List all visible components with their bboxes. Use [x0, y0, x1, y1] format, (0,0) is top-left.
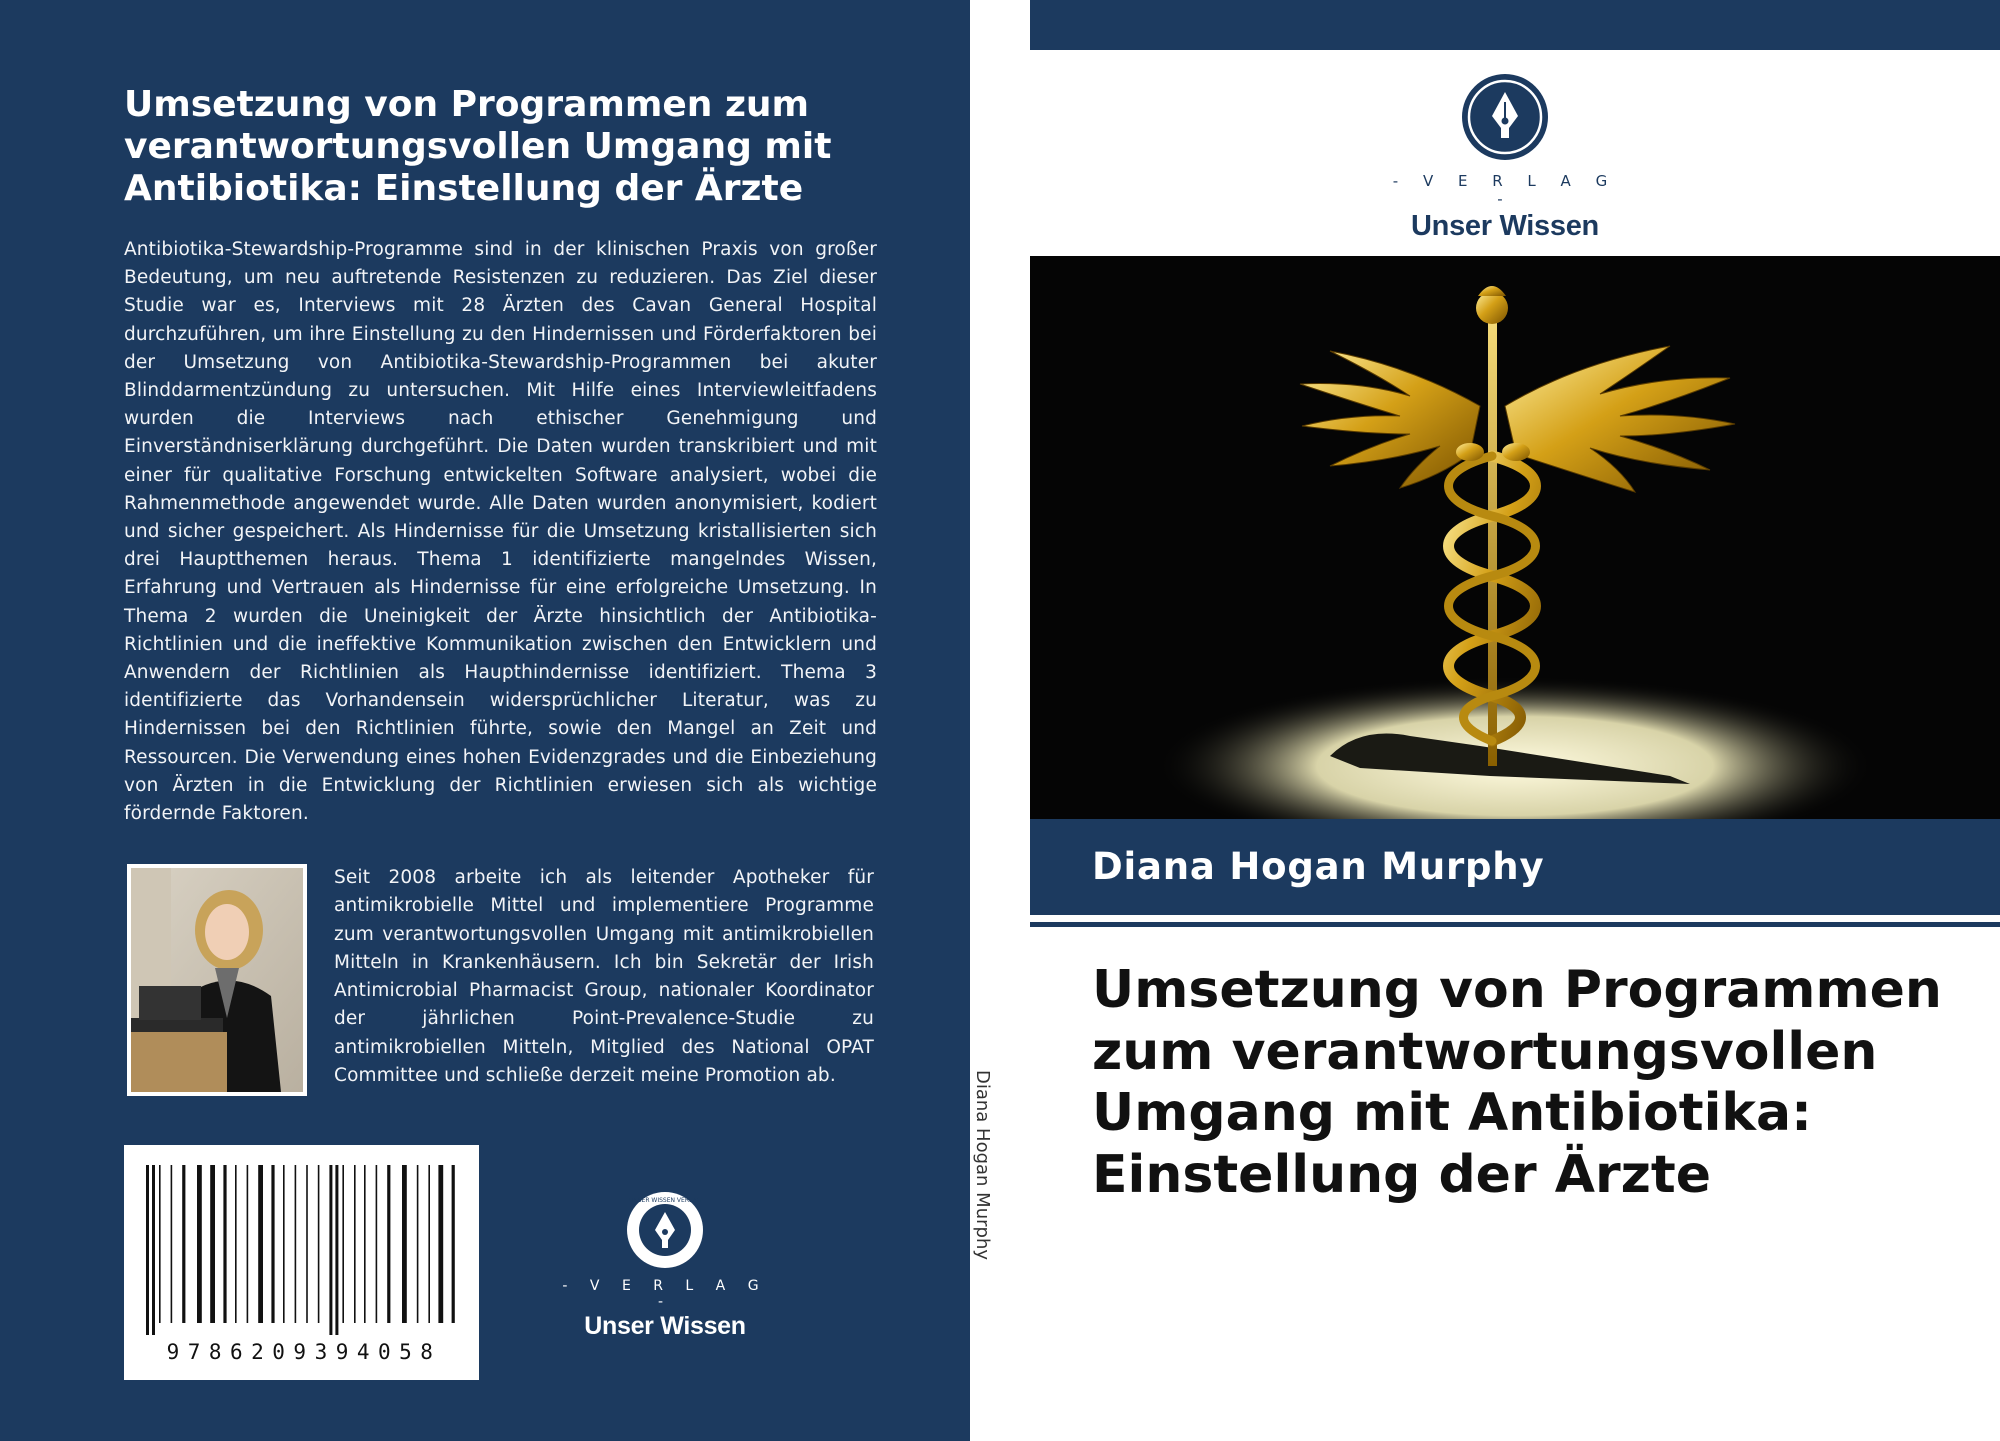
barcode-bar — [235, 1165, 237, 1323]
barcode-bar — [452, 1165, 455, 1323]
barcode-bar — [182, 1165, 185, 1323]
barcode-number: 9786209394058 — [166, 1340, 442, 1364]
isbn-barcode — [124, 1145, 479, 1380]
front-brand-name: Unser Wissen — [1411, 210, 1599, 242]
spine-author: Diana Hogan Murphy — [972, 1070, 993, 1261]
author-divider — [1030, 922, 2000, 927]
seal-text: UNSER WISSEN VERLAG — [628, 1197, 702, 1204]
barcode-bar — [210, 1165, 215, 1323]
barcode-bar — [258, 1165, 263, 1323]
back-cover-blurb: Antibiotika-Stewardship-Programme sind in der klinischen Praxis von großer Bedeutung, um neu auftretende Resistenzen zu reduzieren. Das Ziel dieser Studie war es, Interviews mit 28 Ärzten des Cavan General Hospital durchzuführen, um ihre Einstellung zu den Hindernissen und Förderfaktoren bei der Umsetzung von Antibiotika-Stewardship-Programmen bei akuter Blinddarmentzündung zu untersuchen. Mit Hilfe eines Interviewleitfadens wurden die Interviews nach ethischer Genehmigung und Einverständniserklärung durchgeführt. Die Daten wurden transkribiert und mit einer für qualitative Forschung entwickelten Software analysiert, wobei die Rahmenmethode angewendet wurde. Alle Daten wurden anonymisiert, kodiert und sicher gespeichert. Als Hindernisse für die Umsetzung kristallisierten sich drei Hauptthemen heraus. Thema 1 identifizierte mangelndes Wissen, Erfahrung und Vertrauen als Hindernisse für eine erfolgreiche Umsetzung. In Thema 2 wurden die Uneinigkeit der Ärzte hinsichtlich der Antibiotika-Richtlinien und die ineffektive Kommunikation zwischen den Entwicklern und Anwendern der Richtlinien als Haupthindernisse identifiziert. Thema 3 identifizierte das Vorhandensein widersprüchlicher Literatur, was zu Hindernissen bei den Richtlinien führte, sowie den Mangel an Zeit und Ressourcen. Die Verwendung eines hohen Evidenzgrades und die Einbeziehung von Ärzten in die Entwicklung der Richtlinien erwiesen sich als wichtige fördernde Faktoren. — [124, 239, 877, 825]
barcode-bar — [376, 1165, 378, 1323]
front-publisher-logo — [1380, 72, 1630, 243]
barcode-bar — [354, 1165, 356, 1323]
back-cover-title: Umsetzung von Programmen zum verantwortungsvollen Umgang mit Antibiotika: Einstellung der Ärzte — [124, 84, 832, 209]
barcode-bar — [146, 1165, 149, 1335]
publisher-pen-icon — [1460, 72, 1550, 162]
barcode-bar — [387, 1165, 390, 1323]
barcode-bar — [159, 1165, 161, 1323]
author-band — [1030, 819, 2000, 915]
author-photo — [127, 864, 307, 1096]
barcode-bar — [152, 1165, 155, 1335]
barcode-bar — [283, 1165, 285, 1323]
front-cover-title: Umsetzung von Programmen zum verantwortungsvollen Umgang mit Antibiotika: Einstellung der Ärzte — [1092, 960, 1942, 1205]
author-bio: Seit 2008 arbeite ich als leitender Apotheker für antimikrobielle Mittel und implementiere Programme zum verantwortungsvollen Umgang mit antimikrobiellen Mitteln in Krankenhäusern. Ich bin Sekretär der Irish Antimicrobial Pharmacist Group, nationaler Koordinator der jährlichen Point-Prevalence-Studie zu antimikrobiellen Mitteln, Mitglied des National OPAT Committee und schließe derzeit meine Promotion ab. — [334, 867, 874, 1087]
barcode-bar — [306, 1165, 308, 1323]
front-verlag-label: - V E R L A G - — [1392, 172, 1618, 208]
caduceus-image — [1030, 256, 2000, 819]
barcode-bar — [295, 1165, 297, 1323]
barcode-bar — [402, 1165, 407, 1323]
barcode-bar — [364, 1165, 366, 1323]
publisher-seal-icon — [625, 1190, 705, 1270]
front-author-name: Diana Hogan Murphy — [1092, 845, 1545, 888]
barcode-bar — [428, 1165, 430, 1323]
barcode-bar — [417, 1165, 419, 1323]
barcode-bar — [223, 1165, 226, 1323]
barcode-bar — [329, 1165, 332, 1335]
front-top-bar — [1030, 0, 2000, 50]
barcode-bar — [247, 1165, 249, 1323]
barcode-bar — [171, 1165, 173, 1323]
barcode-bar — [342, 1165, 344, 1323]
back-cover — [0, 0, 970, 1441]
barcode-bar — [318, 1165, 320, 1323]
back-publisher-logo — [560, 1190, 770, 1341]
barcode-bars — [142, 1165, 462, 1335]
back-verlag-label: - V E R L A G - — [562, 1278, 768, 1310]
back-brand-name: Unser Wissen — [584, 1312, 746, 1340]
barcode-bar — [335, 1165, 338, 1335]
barcode-bar — [197, 1165, 202, 1323]
barcode-bar — [438, 1165, 443, 1323]
barcode-bar — [271, 1165, 274, 1323]
